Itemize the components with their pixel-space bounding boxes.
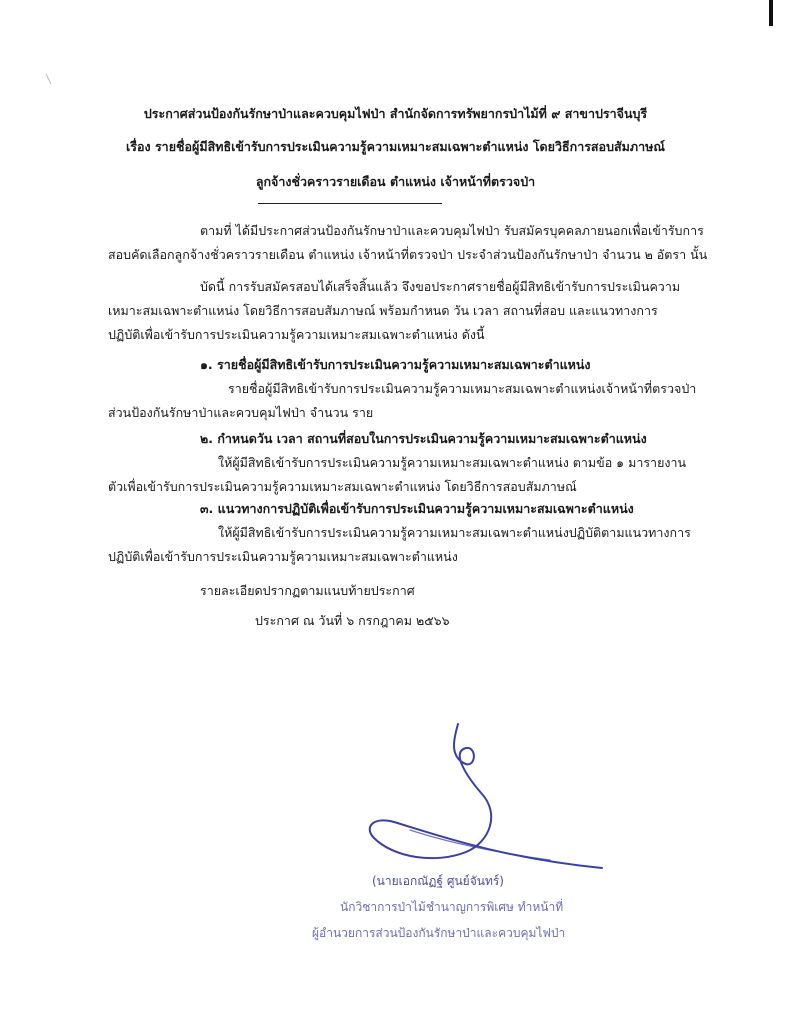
- header-line-1: ประกาศส่วนป้องกันรักษาป่าและควบคุมไฟป่า สำนักจัดการทรัพยากรป่าไม้ที่ ๙ สาขาปราจีนบุรี: [143, 106, 648, 121]
- handwritten-signature: [350, 718, 610, 878]
- details-note: รายละเอียดปรากฏตามแนบท้ายประกาศ: [200, 583, 415, 598]
- paragraph-2-line-1: บัดนี้ การรับสมัครสอบได้เสร็จสิ้นแล้ว จึงขอประกาศรายชื่อผู้มีสิทธิเข้ารับการประเมินความ: [200, 279, 681, 294]
- signatory-name: (นายเอกณัฏฐ์ ศูนย์จันทร์): [372, 874, 504, 888]
- header-line-2: เรื่อง รายชื่อผู้มีสิทธิเข้ารับการประเมินความรู้ความเหมาะสมเฉพาะตำแหน่ง โดยวิธีการสอบสัมภาษณ์: [126, 139, 665, 154]
- signatory-title-1: นักวิชาการป่าไม้ชำนาญการพิเศษ ทำหน้าที่: [340, 900, 564, 914]
- scan-speck: [44, 72, 54, 86]
- section-2-line-1: ให้ผู้มีสิทธิเข้ารับการประเมินความรู้ความเหมาะสมเฉพาะตำแหน่ง ตามข้อ ๑ มารายงาน: [218, 455, 687, 470]
- section-2-line-2: ตัวเพื่อเข้ารับการประเมินความรู้ความเหมาะสมเฉพาะตำแหน่ง โดยวิธีการสอบสัมภาษณ์: [108, 479, 577, 494]
- paragraph-1-line-2: สอบคัดเลือกลูกจ้างชั่วคราวรายเดือน ตำแหน่ง เจ้าหน้าที่ตรวจป่า ประจำส่วนป้องกันรักษาป่า จำนวน ๒ อัตรา นั้น: [108, 247, 708, 262]
- paragraph-2-line-2: เหมาะสมเฉพาะตำแหน่ง โดยวิธีการสอบสัมภาษณ์ พร้อมกำหนด วัน เวลา สถานที่สอบ และแนวทางการ: [108, 303, 658, 318]
- section-1-heading: ๑. รายชื่อผู้มีสิทธิเข้ารับการประเมินความรู้ความเหมาะสมเฉพาะตำแหน่ง: [200, 357, 591, 372]
- section-3-line-1: ให้ผู้มีสิทธิเข้ารับการประเมินความรู้ความเหมาะสมเฉพาะตำแหน่งปฏิบัติตามแนวทางการ: [218, 525, 691, 540]
- announcement-date: ประกาศ ณ วันที่ ๖ กรกฎาคม ๒๕๖๖: [255, 613, 450, 628]
- section-2-heading: ๒. กำหนดวัน เวลา สถานที่สอบในการประเมินความรู้ความเหมาะสมเฉพาะตำแหน่ง: [200, 431, 647, 446]
- header-underline: [258, 203, 442, 204]
- header-line-3: ลูกจ้างชั่วคราวรายเดือน ตำแหน่ง เจ้าหน้าที่ตรวจป่า: [255, 174, 536, 189]
- scan-corner-mark: [769, 0, 773, 26]
- paragraph-2-line-3: ปฏิบัติเพื่อเข้ารับการประเมินความรู้ความเหมาะสมเฉพาะตำแหน่ง ดังนี้: [108, 327, 485, 342]
- section-1-line-2: ส่วนป้องกันรักษาป่าและควบคุมไฟป่า จำนวน ราย: [108, 405, 374, 420]
- section-1-line-1: รายชื่อผู้มีสิทธิเข้ารับการประเมินความรู้ความเหมาะสมเฉพาะตำแหน่งเจ้าหน้าที่ตรวจป่า: [228, 381, 697, 396]
- section-3-line-2: ปฏิบัติเพื่อเข้ารับการประเมินความรู้ความเหมาะสมเฉพาะตำแหน่ง: [108, 549, 458, 564]
- paragraph-1-line-1: ตามที่ ได้มีประกาศส่วนป้องกันรักษาป่าและควบคุมไฟป่า รับสมัครบุคคลภายนอกเพื่อเข้ารับการ: [200, 223, 704, 238]
- section-3-heading: ๓. แนวทางการปฏิบัติเพื่อเข้ารับการประเมินความรู้ความเหมาะสมเฉพาะตำแหน่ง: [200, 501, 634, 516]
- signatory-title-2: ผู้อำนวยการส่วนป้องกันรักษาป่าและควบคุมไฟป่า: [312, 926, 566, 940]
